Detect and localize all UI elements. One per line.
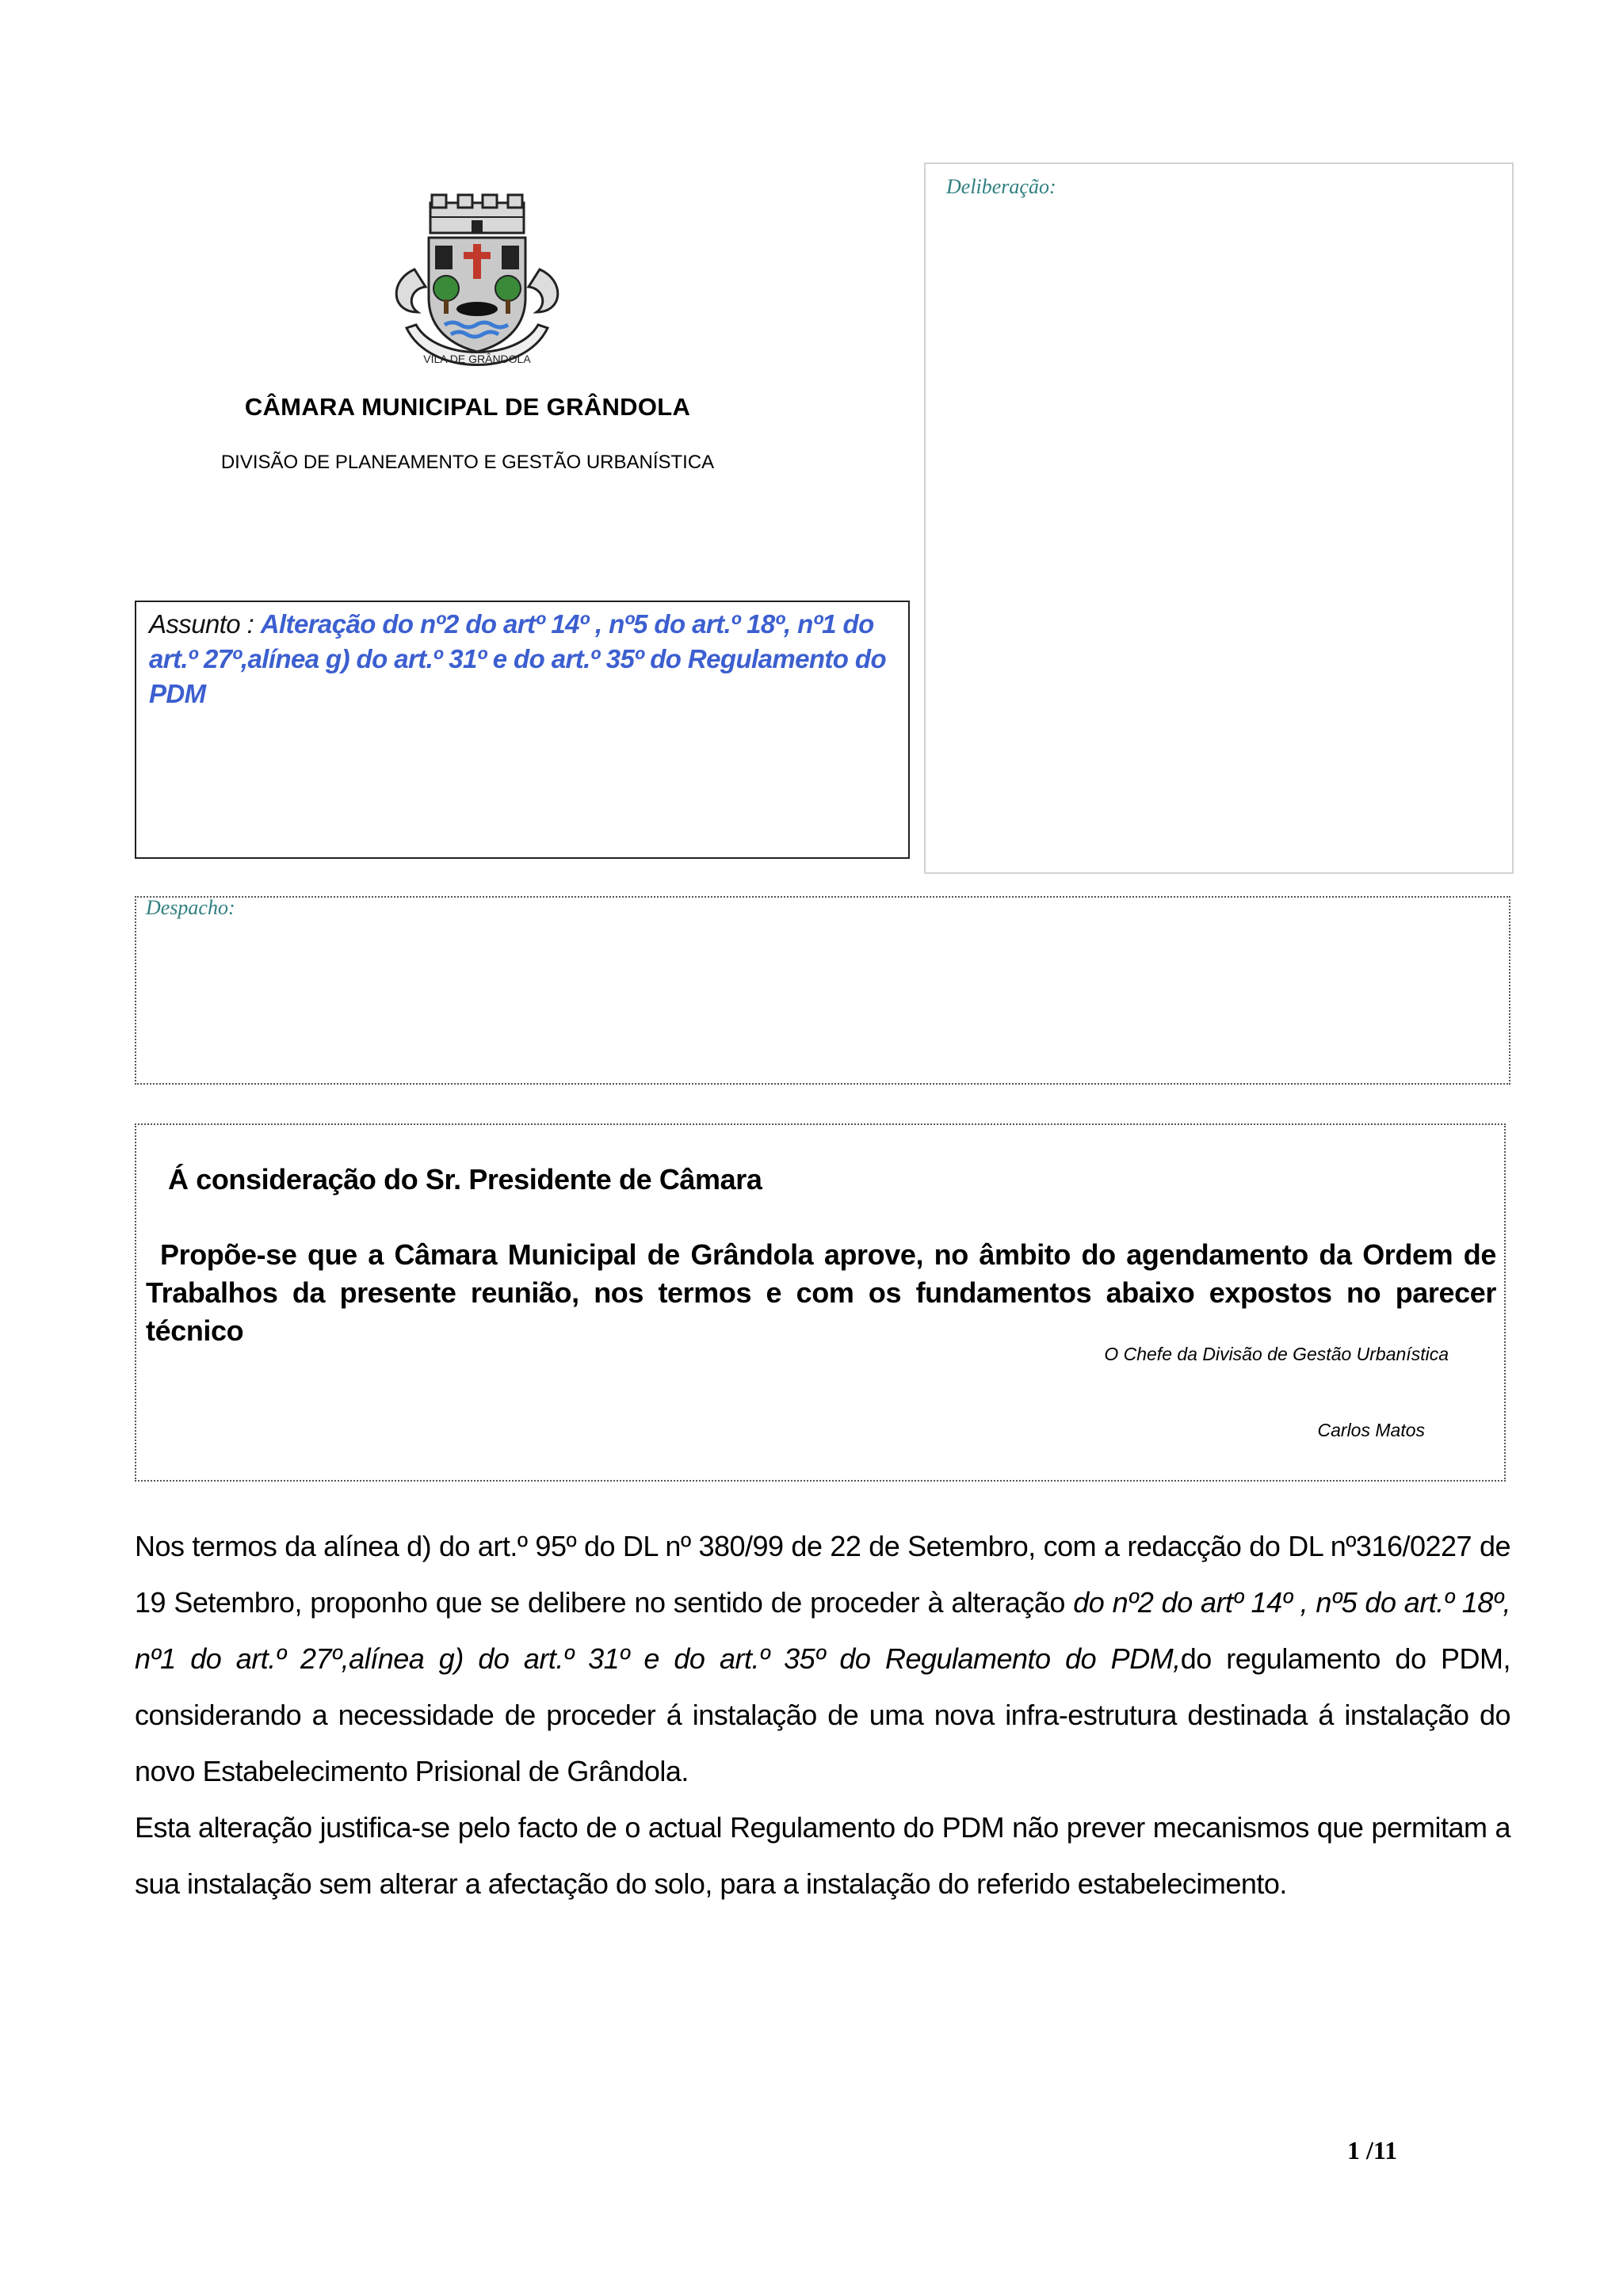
proposal-heading: Á consideração do Sr. Presidente de Câmara [168,1163,762,1196]
main-body-text [135,1518,1510,1912]
assunto-text [149,607,896,711]
proposal-box [135,1123,1506,1482]
signer-role: O Chefe da Divisão de Gestão Urbanística [1104,1344,1449,1364]
crest-icon [383,193,571,377]
crest-motto: VILA DE GRÂNDOLA [423,353,531,365]
assunto-prefix: Assunto : [149,609,261,639]
signer-name: Carlos Matos [1317,1420,1425,1440]
body-paragraph [135,1518,1510,1799]
body-paragraph: Esta alteração justifica-se pelo facto de o actual Regulamento do PDM não prever mecanismos que permitam a sua instalação sem alterar a afectação do solo, para a instalação do referido estabelecimento. [135,1811,1510,1900]
assunto-subject: Alteração do nº2 do artº 14º , nº5 do art.º 18º, nº1 do art.º 27º,alínea g) do art.º 31º e do art.º 35º do Regulamento do PDM [149,609,887,708]
body-text-segment: do regulamento do PDM, considerando a necessidade de proceder á instalação de uma nova infra-estrutura destinada á instalação do novo Estabelecimento Prisional de Grândola. [135,1642,1510,1787]
proposal-body: Propõe-se que a Câmara Municipal de Grândola aprove, no âmbito do agendamento da Ordem de Trabalhos da presente reunião, nos termos e com os fundamentos abaixo expostos no parecer técnico [146,1238,1496,1347]
deliberacao-label: Deliberação: [946,175,1056,198]
organization-title: CÂMARA MUNICIPAL DE GRÂNDOLA [244,393,691,421]
body-text-segment: Nos termos da alínea d) do art.º 95º do DL nº 380/99 de 22 de Setembro, com a redacção do DL nº316/0227 de 19 Setembro, proponho que se delibere no sentido de proceder à alteração [135,1530,1510,1619]
division-name: DIVISÃO DE PLANEAMENTO E GESTÃO URBANÍSTICA [220,452,715,473]
body-text-italic-segment: do nº2 do artº 14º , nº5 do art.º 18º, nº1 do art.º 27º,alínea g) do art.º 31º e do art.º 35º do Regulamento do PDM, [135,1586,1510,1675]
municipal-crest-logo [383,193,571,377]
deliberacao-box [924,162,1514,874]
page-number: 1 /11 [1347,2136,1398,2164]
despacho-label: Despacho: [146,896,235,919]
assunto-box [135,601,910,859]
despacho-box [135,896,1510,1085]
